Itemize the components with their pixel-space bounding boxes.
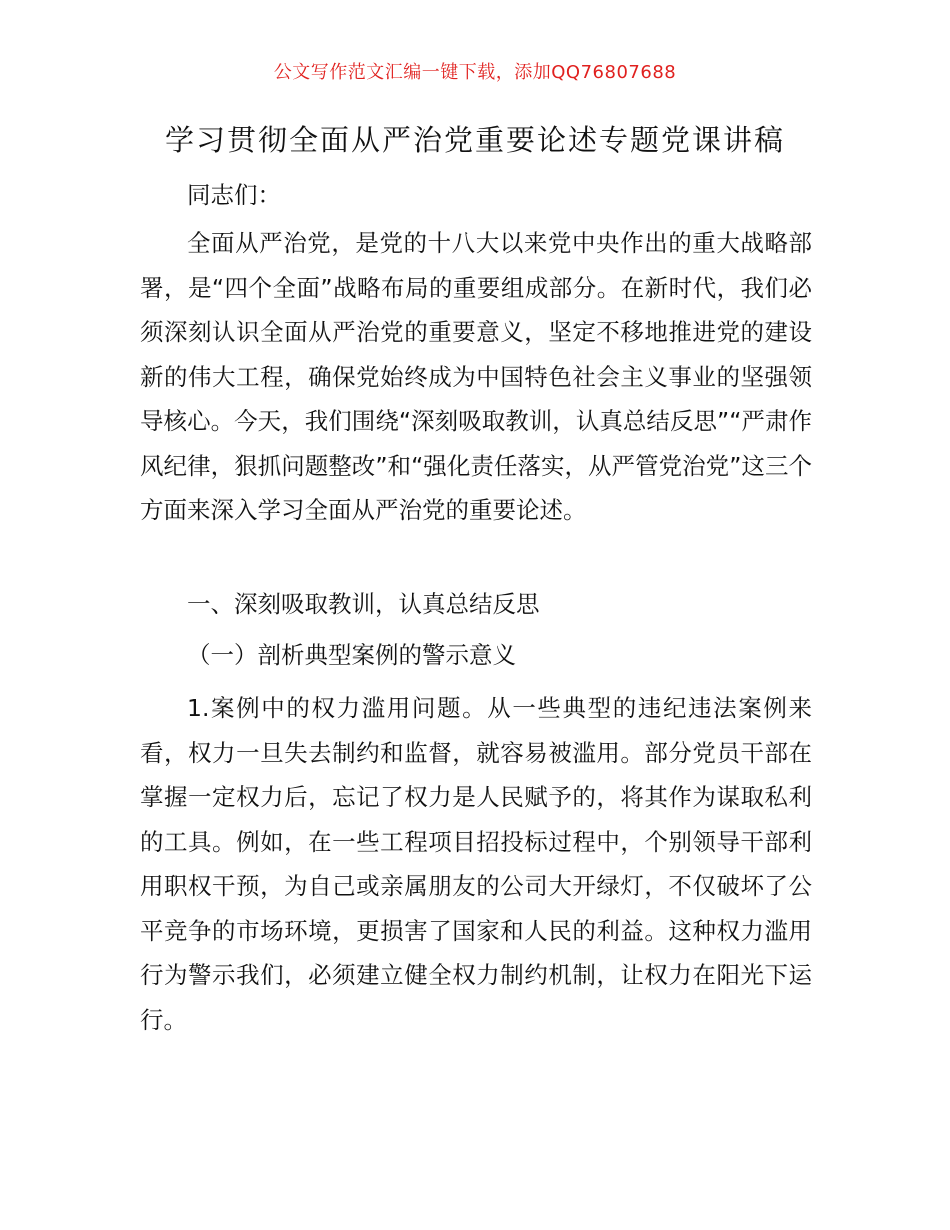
subsection-heading: （一）剖析典型案例的警示意义 — [187, 641, 516, 669]
section-heading: 一、深刻吸取教训，认真总结反思 — [187, 590, 540, 618]
document-title: 学习贯彻全面从严治党重要论述专题党课讲稿 — [164, 123, 785, 157]
intro-paragraph: 全面从严治党，是党的十八大以来党中央作出的重大战略部署，是“四个全面”战略布局的重要组成部分。在新时代，我们必须深刻认识全面从严治党的重要意义，坚定不移地推进党的建设新的伟大工程，确保党始终成为中国特色社会主义事业的坚强领导核心。今天，我们围绕“深刻吸取教训，认真总结反思”“严肃作风纪律，狠抓问题整改”和“强化责任落实，从严管党治党”这三个方面来深入学习全面从严治党的重要论述。 — [140, 229, 812, 524]
salutation: 同志们： — [187, 181, 281, 209]
case-paragraph: 1.案例中的权力滥用问题。从一些典型的违纪违法案例来看，权力一旦失去制约和监督，就容易被滥用。部分党员干部在掌握一定权力后，忘记了权力是人民赋予的，将其作为谋取私利的工具。例如，在一些工程项目招投标过程中，个别领导干部利用职权干预，为自己或亲属朋友的公司大开绿灯，不仅破坏了公平竞争的市场环境，更损害了国家和人民的利益。这种权力滥用行为警示我们，必须建立健全权力制约机制，让权力在阳光下运行。 — [140, 694, 812, 1034]
download-promo-header: 公文写作范文汇编一键下载，添加QQ76807688 — [273, 62, 677, 83]
